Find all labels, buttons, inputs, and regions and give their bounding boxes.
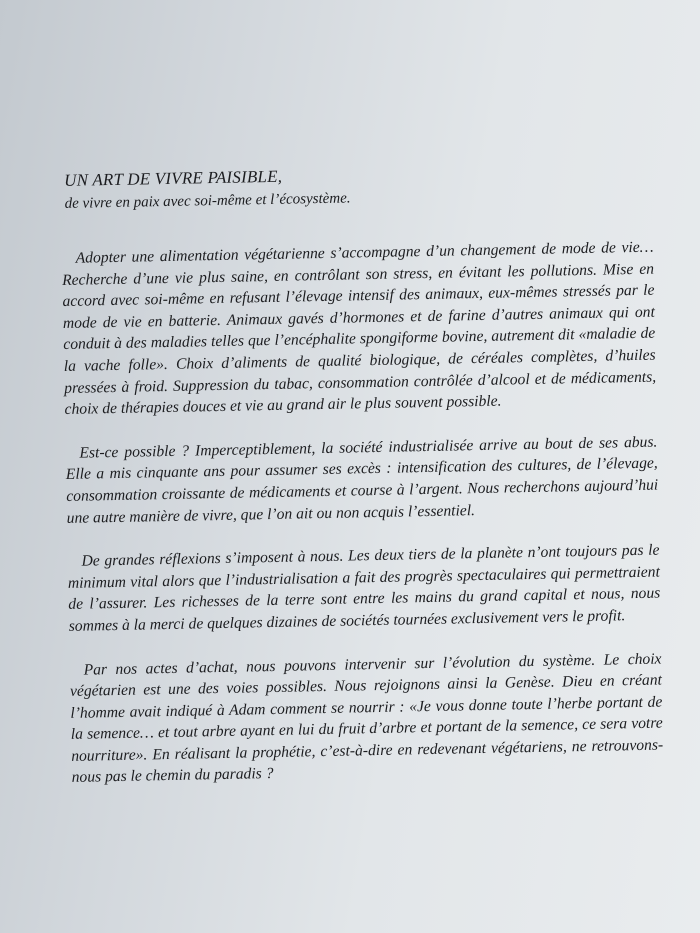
- section-subtitle: de vivre en paix avec soi-même et l’écosystème.: [64, 190, 351, 212]
- page-content: [60, 159, 664, 811]
- section-title: UN ART DE VIVRE PAISIBLE,: [64, 166, 283, 190]
- paragraph-genesis: Par nos actes d’achat, nous pouvons intervenir sur l’évolution du système. Le choix végétarien est une des voies possibles. Nous rejoignons ainsi la Genèse. Dieu en créant l’homme avait indiqué à Adam comment se nourrir : «Je vous donne toute l’herbe portant de la semence… et tout arbre ayant en lui du fruit d’arbre et portant de la semence, ce sera votre nourriture». En réalisant la prophétie, c’est-à-dire en redevenant végétariens, ne retrouvons-nous pas le chemin du paradis ?: [69, 650, 664, 787]
- paragraph-lifestyle: Adopter une alimentation végétarienne s’accompagne d’un changement de mode de vie… Recherche d’une vie plus saine, en contrôlant son stress, en évitant les pollutions. Mise en accord avec soi-même en refusant l’élevage intensif des animaux, eux-mêmes stressés par le mode de vie en batterie. Animaux gavés d’hormones et de farine d’autres animaux qui ont conduit à des maladies telles que l’encéphalite spongiforme bovine, autrement dit «maladie de la vache folle». Choix d’aliments de qualité biologique, de céréales complètes, d’huiles pressées à froid. Suppression du tabac, consommation contrôlée d’alcool et de médicaments, choix de thérapies douces et vie au grand air le plus souvent possible.: [61, 238, 657, 419]
- paragraph-possibility: Est-ce possible ? Imperceptiblement, la société industrialisée arrive au bout de ses abus. Elle a mis cinquante ans pour assumer ses excès : intensification des cultures, de l’élevage, consommation croissante de médicaments et course à l’argent. Nous recherchons aujourd’hui une autre manière de vivre, que l’on ait ou non acquis l’essentiel.: [65, 433, 659, 527]
- paragraph-reflections: De grandes réflexions s’imposent à nous. Les deux tiers de la planète n’ont toujours pas le minimum vital alors que l’industrialisation a fait des progrès spectaculaires qui permettraient de l’assurer. Les richesses de la terre sont entre les mains du grand capital et nous, nous sommes à la merci de quelques dizaines de sociétés tournées exclusivement vers le profit.: [67, 541, 661, 635]
